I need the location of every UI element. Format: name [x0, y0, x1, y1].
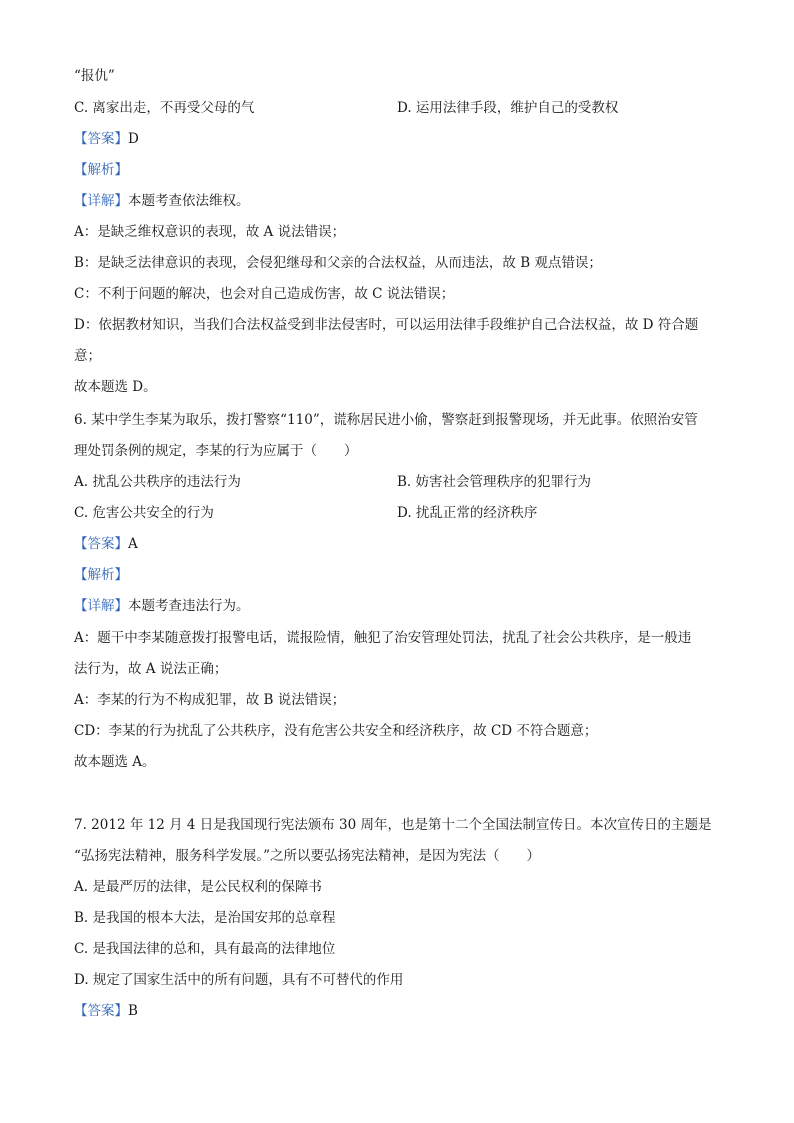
q6-detail-tag: 【详解】 — [74, 598, 128, 614]
q6-answer-value: A — [128, 536, 138, 552]
q6-explanation-cd: CD：李某的行为扰乱了公共秩序，没有危害公共安全和经济秩序，故 CD 不符合题意； — [74, 723, 598, 739]
q7-answer-tag: 【答案】 — [74, 1003, 128, 1019]
q6-answer-line — [74, 534, 138, 554]
analysis-line — [74, 160, 128, 180]
q7-option-a: A. 是最严厉的法律，是公民权利的保障书 — [74, 879, 322, 895]
q6-analysis-tag: 【解析】 — [74, 567, 128, 583]
explanation-a: A：是缺乏维权意识的表现，故 A 说法错误； — [74, 224, 346, 240]
q7-answer-value: B — [128, 1003, 138, 1019]
explanation-d-cont: 意； — [74, 348, 101, 364]
option-c: C. 离家出走，不再受父母的气 — [74, 100, 255, 116]
explanation-d: D：依据教材知识，当我们合法权益受到非法侵害时，可以运用法律手段维护自己合法权益，故 D 符合题 — [74, 317, 699, 333]
q6-answer-tag: 【答案】 — [74, 536, 128, 552]
q7-option-d: D. 规定了国家生活中的所有问题，具有不可替代的作用 — [74, 972, 404, 988]
question-7-line1: 7. 2012 年 12 月 4 日是我国现行宪法颁布 30 周年，也是第十二个全国法制宣传日。本次宣传日的主题是 — [74, 817, 712, 833]
q6-detail-text: 本题考查违法行为。 — [128, 598, 250, 614]
conclusion-6: 故本题选 A。 — [74, 754, 156, 770]
explanation-c: C：不利于问题的解决，也会对自己造成伤害，故 C 说法错误； — [74, 286, 455, 302]
q7-option-c: C. 是我国法律的总和，具有最高的法律地位 — [74, 941, 336, 957]
q6-option-d: D. 扰乱正常的经济秩序 — [397, 505, 538, 521]
q6-detail-line — [74, 596, 250, 616]
q6-option-b: B. 妨害社会管理秩序的犯罪行为 — [397, 474, 592, 490]
q6-option-a: A. 扰乱公共秩序的违法行为 — [74, 474, 241, 490]
q7-answer-line — [74, 1001, 138, 1021]
question-7-line2: “弘扬宪法精神，服务科学发展。”之所以要弘扬宪法精神，是因为宪法（ ） — [74, 848, 541, 864]
answer-tag: 【答案】 — [74, 131, 128, 147]
explanation-b: B：是缺乏法律意识的表现，会侵犯继母和父亲的合法权益，从而违法，故 B 观点错误； — [74, 255, 602, 271]
q6-explanation-b: A：李某的行为不构成犯罪，故 B 说法错误； — [74, 692, 346, 708]
q6-option-c: C. 危害公共安全的行为 — [74, 505, 214, 521]
q6-explanation-a-cont: 法行为，故 A 说法正确； — [74, 661, 228, 677]
q7-option-b: B. 是我国的根本大法，是治国安邦的总章程 — [74, 910, 336, 926]
answer-value: D — [128, 131, 139, 147]
question-6-line1: 6. 某中学生李某为取乐，拨打警察“110”，谎称居民进小偷，警察赶到报警现场，并无此事。依照治安管 — [74, 412, 698, 428]
analysis-tag: 【解析】 — [74, 162, 128, 178]
detail-tag: 【详解】 — [74, 193, 128, 209]
option-d: D. 运用法律手段，维护自己的受教权 — [397, 100, 619, 116]
detail-text: 本题考查依法维权。 — [128, 193, 250, 209]
conclusion-5: 故本题选 D。 — [74, 379, 157, 395]
q6-analysis-line — [74, 565, 128, 585]
detail-line — [74, 191, 250, 211]
answer-line — [74, 129, 139, 149]
quote-text: “报仇” — [74, 68, 115, 84]
q6-explanation-a: A：题干中李某随意拨打报警电话，谎报险情，触犯了治安管理处罚法，扰乱了社会公共秩序，是一般违 — [74, 630, 692, 646]
question-6-line2: 理处罚条例的规定，李某的行为应属于（ ） — [74, 443, 358, 459]
